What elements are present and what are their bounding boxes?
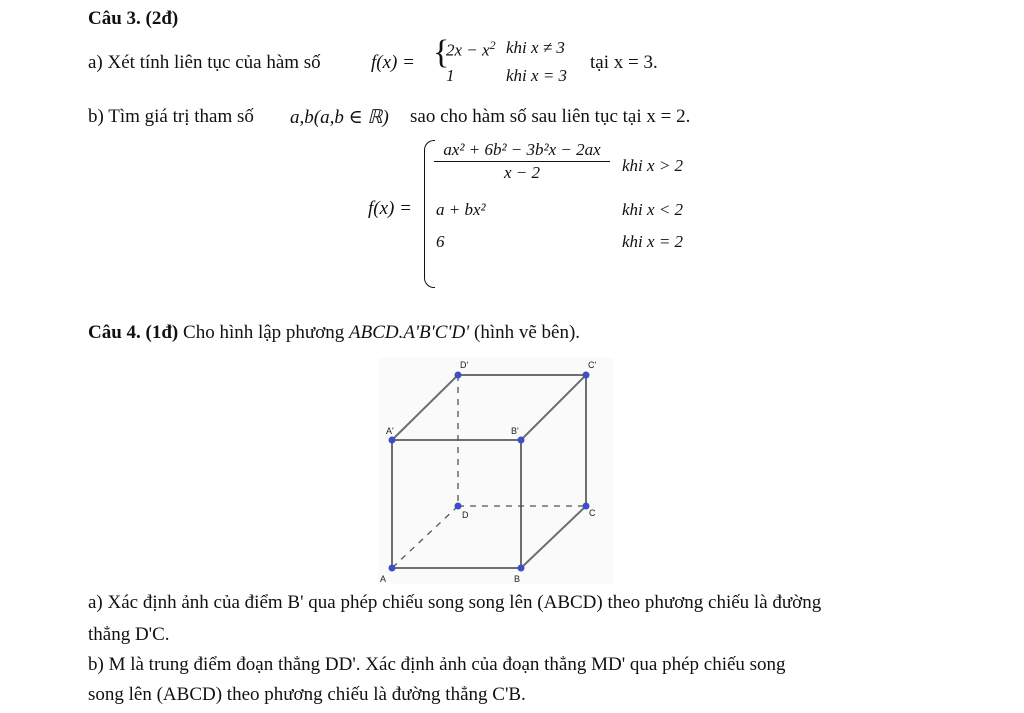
vertex-a1 <box>389 437 396 444</box>
label-b1: B' <box>511 426 519 436</box>
q3b-case1-cond: khi x > 2 <box>622 156 684 175</box>
q3b-params: a,b(a,b ∈ ℝ) <box>290 107 389 128</box>
label-c1: C' <box>588 360 597 370</box>
edge-bc <box>521 506 586 568</box>
q3b-case1-expr: $\frac{\text{ax² + 6b² − 3b²x − 2ax}}{x - 2}$ <box>434 140 610 183</box>
q4-title: Câu 4. (1đ) <box>88 322 179 343</box>
q3a-brace: { <box>433 34 450 71</box>
cube-svg <box>378 358 614 584</box>
vertex-b1 <box>518 437 525 444</box>
q4b-line1: b) M là trung điểm đoạn thẳng DD'. Xác định ảnh của đoạn thẳng MD' qua phép chiếu song <box>88 654 786 675</box>
q3b-case3-cond: khi x = 2 <box>622 232 684 251</box>
q3-title: Câu 3. (2đ) <box>88 8 179 29</box>
q3b-case3-expr: 6 <box>436 232 445 251</box>
q4a-line1: a) Xác định ảnh của điểm B' qua phép chiếu song song lên (ABCD) theo phương chiếu là đường <box>88 592 822 613</box>
cube-figure <box>378 358 614 584</box>
label-d: D <box>462 510 469 520</box>
q3a-suffix: tại x = 3. <box>590 52 658 73</box>
vertex-c1 <box>583 372 590 379</box>
label-b: B <box>514 574 521 584</box>
q4b-line2: song lên (ABCD) theo phương chiếu là đường thẳng C'B. <box>88 684 526 705</box>
q3b-case2-expr: a + bx² <box>436 200 486 219</box>
edge-c1b1 <box>521 375 586 440</box>
q3a-case1-expr: $2x - x^2$ <box>446 38 496 60</box>
label-a1: A' <box>386 426 394 436</box>
q3a-case1-cond: khi x ≠ 3 <box>506 38 565 57</box>
vertex-a <box>389 565 396 572</box>
vertex-b <box>518 565 525 572</box>
label-c: C <box>589 508 596 518</box>
q3b-prefix: b) Tìm giá trị tham số <box>88 106 254 127</box>
label-d1: D' <box>460 360 469 370</box>
q4-intro <box>88 322 580 344</box>
q3a-fx: f(x) = <box>371 52 415 73</box>
q3b-fx: f(x) = <box>368 198 412 219</box>
vertex-d1 <box>455 372 462 379</box>
edge-d1a1 <box>392 375 458 440</box>
q4-intro-suffix: (hình vẽ bên). <box>474 322 581 343</box>
label-a: A <box>380 574 387 584</box>
cube-edges <box>392 375 586 568</box>
q4-intro-text: Cho hình lập phương <box>183 322 345 343</box>
q3b-suffix: sao cho hàm số sau liên tục tại x = 2. <box>410 106 691 127</box>
edge-da <box>392 506 458 568</box>
q3a-case2-cond: khi x = 3 <box>506 66 568 85</box>
q4-cube-name: ABCD.A'B'C'D' <box>349 322 470 343</box>
vertex-d <box>455 503 462 510</box>
q4a-line2: thẳng D'C. <box>88 624 170 645</box>
q3a-prefix: a) Xét tính liên tục của hàm số <box>88 52 321 73</box>
q3a-case2-expr: 1 <box>446 66 455 85</box>
q3b-case2-cond: khi x < 2 <box>622 200 684 219</box>
